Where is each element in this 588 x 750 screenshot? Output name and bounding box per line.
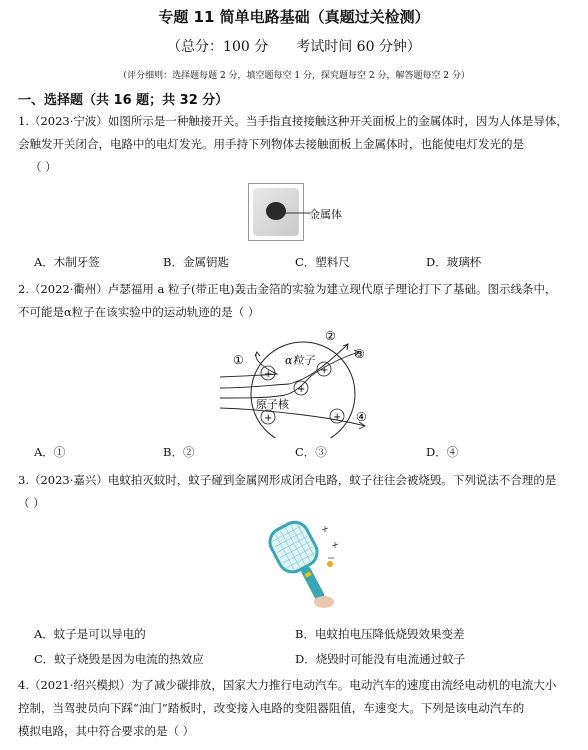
electron-2-sign: + bbox=[320, 365, 329, 376]
mosquito-swatter-figure bbox=[262, 518, 352, 616]
exam-info bbox=[0, 36, 588, 56]
alpha-label: α粒子 bbox=[285, 354, 315, 367]
metal-label: 金属体 bbox=[309, 208, 342, 221]
track-mark-2: ② bbox=[325, 329, 336, 343]
q1-option-c[interactable]: C．塑料尺 bbox=[295, 255, 350, 269]
question-2 bbox=[18, 278, 574, 324]
question-1-line-2: 会触发开关闭合，电路中的电灯发光。用手持下列物体去接触面板上金属体时，也能使电灯发光的是 bbox=[18, 137, 524, 151]
nucleus-sign: + bbox=[297, 384, 306, 395]
page-title: 专题 11 简单电路基础（真题过关检测） bbox=[158, 8, 430, 26]
electron-1-sign: + bbox=[264, 369, 273, 380]
q1-option-d[interactable]: D．玻璃杯 bbox=[426, 255, 482, 269]
q2-option-a[interactable]: A．① bbox=[34, 445, 66, 459]
q2-option-c[interactable]: C．③ bbox=[295, 445, 327, 459]
exam-time: 考试时间 60 分钟） bbox=[296, 39, 421, 55]
q3-option-b[interactable]: B．电蚊拍电压降低烧毁效果变差 bbox=[295, 627, 465, 641]
hand bbox=[314, 596, 334, 608]
question-3-line-2: （ ） bbox=[18, 496, 45, 510]
q3-option-c[interactable]: C．蚊子烧毁是因为电流的热效应 bbox=[34, 652, 204, 666]
spark bbox=[327, 561, 333, 567]
alpha-scattering-figure bbox=[215, 322, 385, 438]
q1-option-a[interactable]: A．木制牙签 bbox=[34, 255, 100, 269]
question-1 bbox=[18, 110, 574, 179]
question-4-line-3: 模拟电路，其中符合要求的是（ ） bbox=[18, 724, 195, 738]
track-mark-3: ③ bbox=[354, 347, 365, 361]
q3-option-a[interactable]: A．蚊子是可以导电的 bbox=[34, 627, 146, 641]
mosquitoes bbox=[322, 526, 338, 558]
question-3 bbox=[18, 469, 574, 515]
question-1-line-1: 1.（2023·宁波）如图所示是一种触接开关。当手指直接接触这种开关面板上的金属体时，因为人体是导体， bbox=[18, 114, 568, 128]
question-2-line-2: 不可能是α粒子在该实验中的运动轨迹的是（ ） bbox=[18, 305, 260, 319]
track-4 bbox=[220, 408, 365, 426]
scoring-rule: （评分细则：选择题每题 2 分，填空题每空 1 分，探究题每空 2 分，解答题每空 2 分） bbox=[118, 71, 470, 81]
electron-4-sign: + bbox=[333, 412, 342, 423]
q2-option-d[interactable]: D．④ bbox=[426, 445, 459, 459]
question-3-line-1: 3.（2023·嘉兴）电蚊拍灭蚊时，蚊子碰到金属网形成闭合电路，蚊子往往会被烧毁。下列说法不合理的是 bbox=[18, 473, 557, 487]
track-mark-1: ① bbox=[233, 353, 244, 367]
track-1-arrow bbox=[255, 352, 260, 356]
section-title: 一、选择题（共 16 题；共 32 分） bbox=[18, 93, 229, 108]
question-2-line-1: 2.（2022·衢州）卢瑟福用 a 粒子(带正电)轰击金箔的实验为建立现代原子理论打下了基础。图示线条中， bbox=[18, 282, 557, 296]
electron-3-sign: + bbox=[264, 413, 273, 424]
question-4-line-1: 4.（2021·绍兴模拟）为了减少碳排放，国家大力推行电动汽车。电动汽车的速度由流经电动机的电流大小 bbox=[18, 678, 557, 692]
q1-option-b[interactable]: B．金属钥匙 bbox=[163, 255, 229, 269]
track-mark-4: ④ bbox=[356, 410, 367, 424]
q2-option-b[interactable]: B．② bbox=[163, 445, 195, 459]
question-1-line-3: （ ） bbox=[30, 160, 57, 174]
nucleus-label: 原子核 bbox=[256, 398, 289, 411]
question-4-line-2: 控制，当驾驶员向下踩“油门”踏板时，改变接入电路的变阻器阻值，车速变大。下列是该电动汽车的 bbox=[18, 701, 525, 715]
question-4 bbox=[18, 674, 574, 743]
q3-option-d[interactable]: D．烧毁时可能没有电流通过蚊子 bbox=[295, 652, 466, 666]
total-score: （总分：100 分 bbox=[167, 39, 269, 55]
swatter-handle bbox=[300, 565, 326, 601]
metal-contact bbox=[266, 202, 286, 220]
